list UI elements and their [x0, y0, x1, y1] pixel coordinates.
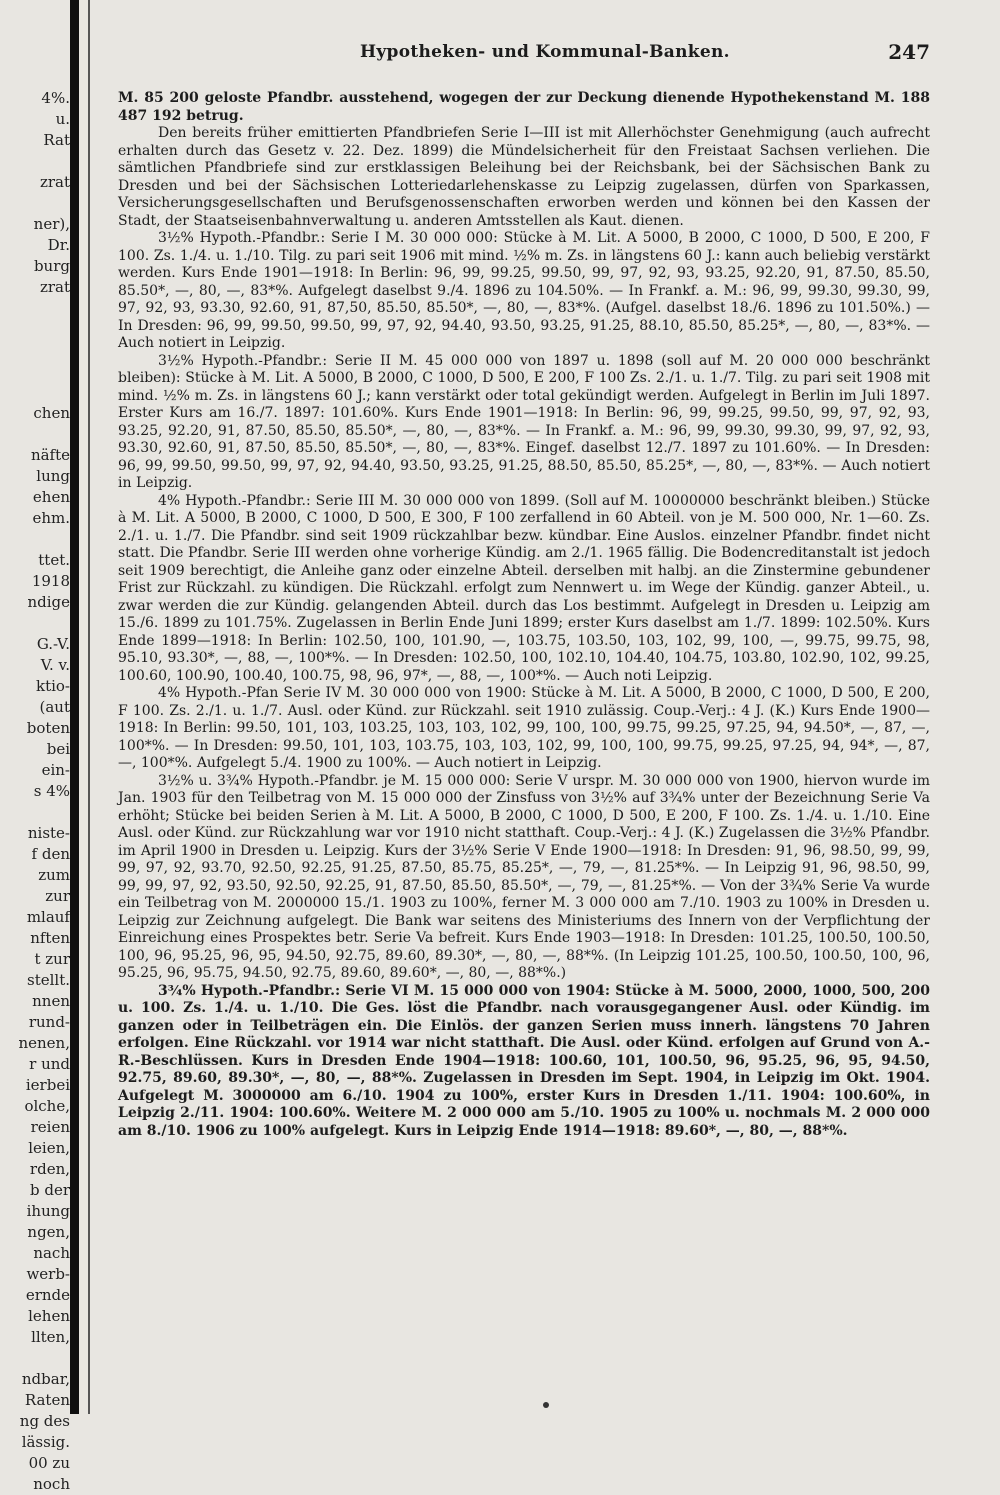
margin-fragment: ndige [27, 593, 70, 611]
page-number: 247 [888, 40, 930, 64]
margin-fragment: 00 zu [28, 1454, 70, 1472]
paragraph-serie-5: 3½% u. 3¾% Hypoth.-Pfandbr. je M. 15 000 000: Serie V urspr. M. 30 000 000 von 1900, hiervon wurde im Jan. 1903 für den Teilbetrag von M. 15 000 000 der Zinsfuss von 3½% auf 3¾% unter der Bezeichnung Serie Va erhöht; Stücke bei beiden Serien à M. Lit. A 5000, B 2000, C 1000, D 500, E 200, F 100. Zs. 1./4. u. 1./10. Eine Ausl. oder Künd. zur Rückzahlung war vor 1910 nicht statthaft. Coup.-Verj.: 4 J. (K.) Zugelassen die 3½% Pfandbr. im April 1900 in Dresden u. Leipzig. Kurs der 3½% Serie V Ende 1900—1918: In Dresden: 91, 96, 98.50, 99, 99, 99, 97, 92, 93.70, 92.50, 92.25, 91.25, 87.50, 85.75, 85.25*, —, 79, —, 81.25*%. — In Leipzig 91, 96, 98.50, 99, 99, 99, 97, 92, 93.50, 92.50, 92.25, 91, 87.50, 85.50, 85.50*, —, 79, —, 81.25*%. — Von der 3¾% Serie Va wurde ein Teilbetrag von M. 2000000 15./1. 1903 zu 100%, ferner M. 3 000 000 am 7./10. 1903 zu 100% in Dresden u. Leipzig zur Zeichnung aufgelegt. Die Bank war seitens des Ministeriums des Innern von der Verpflichtung der Einreichung eines Prospektes betr. Serie Va befreit. Kurs Ende 1903—1918: In Dresden: 101.25, 100.50, 100.50, 100, 96, 95.25, 96, 95, 94.50, 92.75, 89.60, 89.30*, —, 80, —, 88*%. (In Leipzig 101.25, 100.50, 100.50, 100, 96, 95.25, 96, 95.75, 94.50, 92.75, 89.60, 89.60*, —, 80, —, 88*%.) [118, 772, 930, 981]
margin-fragment: ngen, [27, 1223, 70, 1241]
margin-fragment: ernde [25, 1286, 70, 1304]
margin-fragment: bei [46, 740, 70, 758]
print-speck [543, 1402, 549, 1408]
margin-fragment: V. v. [40, 656, 70, 674]
margin-fragment: Rat [43, 131, 70, 149]
margin-fragment: nften [30, 929, 70, 947]
margin-fragment: ttet. [38, 551, 70, 569]
margin-fragment: mlauf [26, 908, 70, 926]
margin-fragment: s 4% [33, 782, 70, 800]
margin-fragment: 1918 [31, 572, 70, 590]
margin-fragment: reien [30, 1118, 70, 1136]
margin-fragment: chen [33, 404, 70, 422]
margin-fragment [0, 319, 70, 340]
margin-fragment [0, 1348, 70, 1369]
margin-fragment: ehm. [32, 509, 70, 527]
page-header [360, 40, 930, 70]
margin-fragment: lung [36, 467, 70, 485]
paragraph-serie-2: 3½% Hypoth.-Pfandbr.: Serie II M. 45 000 000 von 1897 u. 1898 (soll auf M. 20 000 000 beschränkt bleiben): Stücke à M. Lit. A 5000, B 2000, C 1000, D 500, E 200, F 100 Zs. 2./1. u. 1./7. Tilg. zu pari seit 1908 mit mind. ½% m. Zs. in längstens 60 J.; kann verstärkt oder total gekündigt werden. Aufgelegt in Berlin im Juli 1897. Erster Kurs am 16./7. 1897: 101.60%. Kurs Ende 1901—1918: In Berlin: 96, 99, 99.25, 99.50, 99, 97, 92, 93, 93.25, 92.20, 91, 87.50, 85.50, 85.50*, —, 80, —, 83*%. — In Frankf. a. M.: 96, 99, 99.30, 99.30, 99, 97, 92, 93, 93.30, 92.60, 91, 87.50, 85.50, 85.50*, —, 80, —, 83*%. Eingef. daselbst 12./7. 1897 zu 101.60%. — In Dresden: 96, 99, 99.50, 99.50, 99, 97, 92, 94.40, 93.50, 93.25, 91.25, 88.50, 85.50, 85.25*, —, 80, —, 83*%. — Auch notiert in Leipzig. [118, 352, 930, 491]
margin-fragment: nnen [32, 992, 70, 1010]
paragraph-serie-1: 3½% Hypoth.-Pfandbr.: Serie I M. 30 000 000: Stücke à M. Lit. A 5000, B 2000, C 1000, D 500, E 200, F 100. Zs. 1./4. u. 1./10. Tilg. zu pari seit 1906 mit mind. ½% m. Zs. in längstens 60 J.: kann auch beliebig verstärkt werden. Kurs Ende 1901—1918: In Berlin: 96, 99, 99.25, 99.50, 99, 97, 92, 93, 93.25, 92.20, 91, 87.50, 85.50, 85.50*, —, 80, —, 83*%. Aufgelegt daselbst 9./4. 1896 zu 104.50%. — In Frankf. a. M.: 96, 99, 99.30, 99.30, 99, 97, 92, 93, 93.30, 92.60, 91, 87,50, 85.50, 85.50*, —, 80, —, 83*%. (Aufgel. daselbst 18./6. 1896 zu 101.50%.) — In Dresden: 96, 99, 99.50, 99.50, 99, 97, 92, 94.40, 93.50, 93.25, 91.25, 88.10, 85.50, 85.25*, —, 80, —, 83*%. — Auch notiert in Leipzig. [118, 230, 930, 351]
margin-fragment: zur [45, 887, 70, 905]
margin-fragment [0, 613, 70, 634]
margin-fragment: ndbar, [21, 1370, 70, 1388]
margin-fragment: zrat [39, 278, 70, 296]
margin-fragment: nenen, [18, 1034, 70, 1052]
margin-fragment: ehen [32, 488, 70, 506]
margin-fragment [0, 193, 70, 214]
running-title: Hypotheken- und Kommunal-Banken. [360, 42, 730, 62]
margin-fragment: r und [29, 1055, 70, 1073]
margin-fragment: b der [29, 1181, 70, 1199]
margin-fragment: zum [38, 866, 70, 884]
page-body [118, 90, 930, 1390]
margin-fragment: Raten [24, 1391, 70, 1409]
margin-fragment: noch [33, 1475, 70, 1493]
paragraph-serie-4: 4% Hypoth.-Pfan Serie IV M. 30 000 000 von 1900: Stücke à M. Lit. A 5000, B 2000, C 1000, D 500, E 200, F 100. Zs. 2./1. u. 1./7. Ausl. oder Künd. zur Rückzahl. seit 1910 zulässig. Coup.-Verj.: 4 J. (K.) Kurs Ende 1900—1918: In Berlin: 99.50, 101, 103, 103.25, 103, 103, 102, 99, 100, 100, 99.75, 99.25, 97.25, 94, 94.50*, —, 87, —, 100*%. — In Dresden: 99.50, 101, 103, 103.75, 103, 103, 102, 99, 100, 100, 99.75, 99.25, 97.25, 94, 94*, —, 87, —, 100*%. Aufgelegt 5./4. 1900 zu 100%. — Auch notiert in Leipzig. [118, 685, 930, 771]
margin-fragment [0, 802, 70, 823]
margin-fragment: boten [26, 719, 70, 737]
margin-fragment: burg [33, 257, 70, 275]
margin-fragment: G.-V. [36, 635, 70, 653]
margin-fragment [0, 361, 70, 382]
margin-fragment: ihung [26, 1202, 70, 1220]
margin-fragment: nach [33, 1244, 70, 1262]
margin-fragment: zrat [39, 173, 70, 191]
paragraph-serie-6: 3¾% Hypoth.-Pfandbr.: Serie VI M. 15 000 000 von 1904: Stücke à M. 5000, 2000, 1000, 500, 200 u. 100. Zs. 1./4. u. 1./10. Die Ges. löst die Pfandbr. nach vorausgegangener Ausl. oder Kündig. im ganzen oder in Teilbeträgen ein. Die Einlös. der ganzen Serien muss innerh. längstens 70 Jahren erfolgen. Eine Rückzahl. vor 1914 war nicht statthaft. Die Ausl. oder Künd. erfolgen auf Grund von A.-R.-Beschlüssen. Kurs in Dresden Ende 1904—1918: 100.60, 101, 100.50, 96, 95.25, 96, 95, 94.50, 92.75, 89.60, 89.30*, —, 80, —, 88*%. Zugelassen in Dresden im Sept. 1904, in Leipzig im Okt. 1904. Aufgelegt M. 3000000 am 6./10. 1904 zu 100%, erster Kurs in Dresden 1./11. 1904: 100.60%, in Leipzig 2./11. 1904: 100.60%. Weitere M. 2 000 000 am 5./10. 1905 zu 100% u. nochmals M. 2 000 000 am 8./10. 1906 zu 100% aufgelegt. Kurs in Leipzig Ende 1914—1918: 89.60*, —, 80, —, 88*%. [118, 982, 930, 1139]
margin-fragment: ng des [19, 1412, 70, 1430]
margin-fragment: lehen [28, 1307, 70, 1325]
margin-fragment: ner), [33, 215, 70, 233]
margin-fragment: olche, [24, 1097, 70, 1115]
margin-fragment [0, 340, 70, 361]
margin-fragment: llten, [31, 1328, 70, 1346]
margin-fragment: 4%. [41, 89, 70, 107]
margin-fragment: niste- [27, 824, 70, 842]
margin-fragment: ein- [41, 761, 70, 779]
margin-fragment [0, 382, 70, 403]
book-gutter [70, 0, 79, 1414]
margin-fragment: rund- [28, 1013, 70, 1031]
adjacent-page-margin-text [0, 88, 70, 1493]
gutter-edge [88, 0, 90, 1414]
margin-fragment: lässig. [21, 1433, 70, 1451]
margin-fragment [0, 529, 70, 550]
margin-fragment [0, 298, 70, 319]
margin-fragment: ierbei [25, 1076, 70, 1094]
margin-fragment: näfte [30, 446, 70, 464]
margin-fragment [0, 424, 70, 445]
margin-fragment: f den [31, 845, 70, 863]
paragraph-pfandbr-outstanding: M. 85 200 geloste Pfandbr. ausstehend, wogegen der zur Deckung dienende Hypothekenstand M. 188 487 192 betrug. [118, 90, 930, 124]
margin-fragment: werb- [26, 1265, 70, 1283]
paragraph-serie-3: 4% Hypoth.-Pfandbr.: Serie III M. 30 000 000 von 1899. (Soll auf M. 10000000 beschränkt bleiben.) Stücke à M. Lit. A 5000, B 2000, C 1000, D 500, E 300, F 100 zerfallend in 60 Abteil. von je M. 500 000, Nr. 1—60. Zs. 2./1. u. 1./7. Die Pfandbr. sind seit 1909 rückzahlbar bezw. kündbar. Eine Auslos. einzelner Pfandbr. findet nicht statt. Die Pfandbr. Serie III werden ohne vorherige Kündig. am 2./1. 1965 fällig. Die Bodencreditanstalt ist jedoch seit 1909 berechtigt, die Anleihe ganz oder einzelne Abteil. derselben mit halbj. an die Zinstermine gebundener Frist zur Rückzahl. zu kündigen. Die Rückzahl. erfolgt zum Nennwert u. im Wege der Kündig. ganzer Abteil., u. zwar werden die zur Kündig. gelangenden Abteil. durch das Los bestimmt. Aufgelegt in Dresden u. Leipzig am 15./6. 1899 zu 101.75%. Zugelassen in Berlin Ende Juni 1899; erster Kurs daselbst am 1./7. 1899: 102.50%. Kurs Ende 1899—1918: In Berlin: 102.50, 100, 101.90, —, 103.75, 103.50, 103, 102, 99, 100, —, 99.75, 99.75, 98, 95.10, 93.30*, —, 88, —, 100*%. — In Dresden: 102.50, 100, 102.10, 104.40, 104.75, 103.80, 102.90, 102, 99.25, 100.60, 100.90, 100.40, 100.75, 98, 96, 97*, —, 88, —, 100*%. — Auch noti Leipzig. [118, 492, 930, 684]
margin-fragment [0, 151, 70, 172]
margin-fragment: u. [55, 110, 70, 128]
paragraph-muendelsicherheit: Den bereits früher emittierten Pfandbriefen Serie I—III ist mit Allerhöchster Genehmigung (auch aufrecht erhalten durch das Gesetz v. 22. Dez. 1899) die Mündelsicherheit für den Freistaat Sachsen verliehen. Die sämtlichen Pfandbriefe sind zur erstklassigen Beleihung bei der Reichsbank, bei der Sächsischen Bank zu Dresden und bei der Sächsischen Lotteriedarlehenskasse zu Leipzig zugelassen, dürfen von Sparkassen, Versicherungsgesellschaften und Berufsgenossenschaften erworben werden und können bei den Kassen der Stadt, der Staatseisenbahnverwaltung u. anderen Amtsstellen als Kaut. dienen. [118, 125, 930, 229]
margin-fragment: leien, [28, 1139, 70, 1157]
margin-fragment: Dr. [47, 236, 70, 254]
margin-fragment: t zur [34, 950, 70, 968]
margin-fragment: ktio- [35, 677, 70, 695]
margin-fragment: rden, [29, 1160, 70, 1178]
margin-fragment: stellt. [27, 971, 70, 989]
margin-fragment: (aut [39, 698, 70, 716]
